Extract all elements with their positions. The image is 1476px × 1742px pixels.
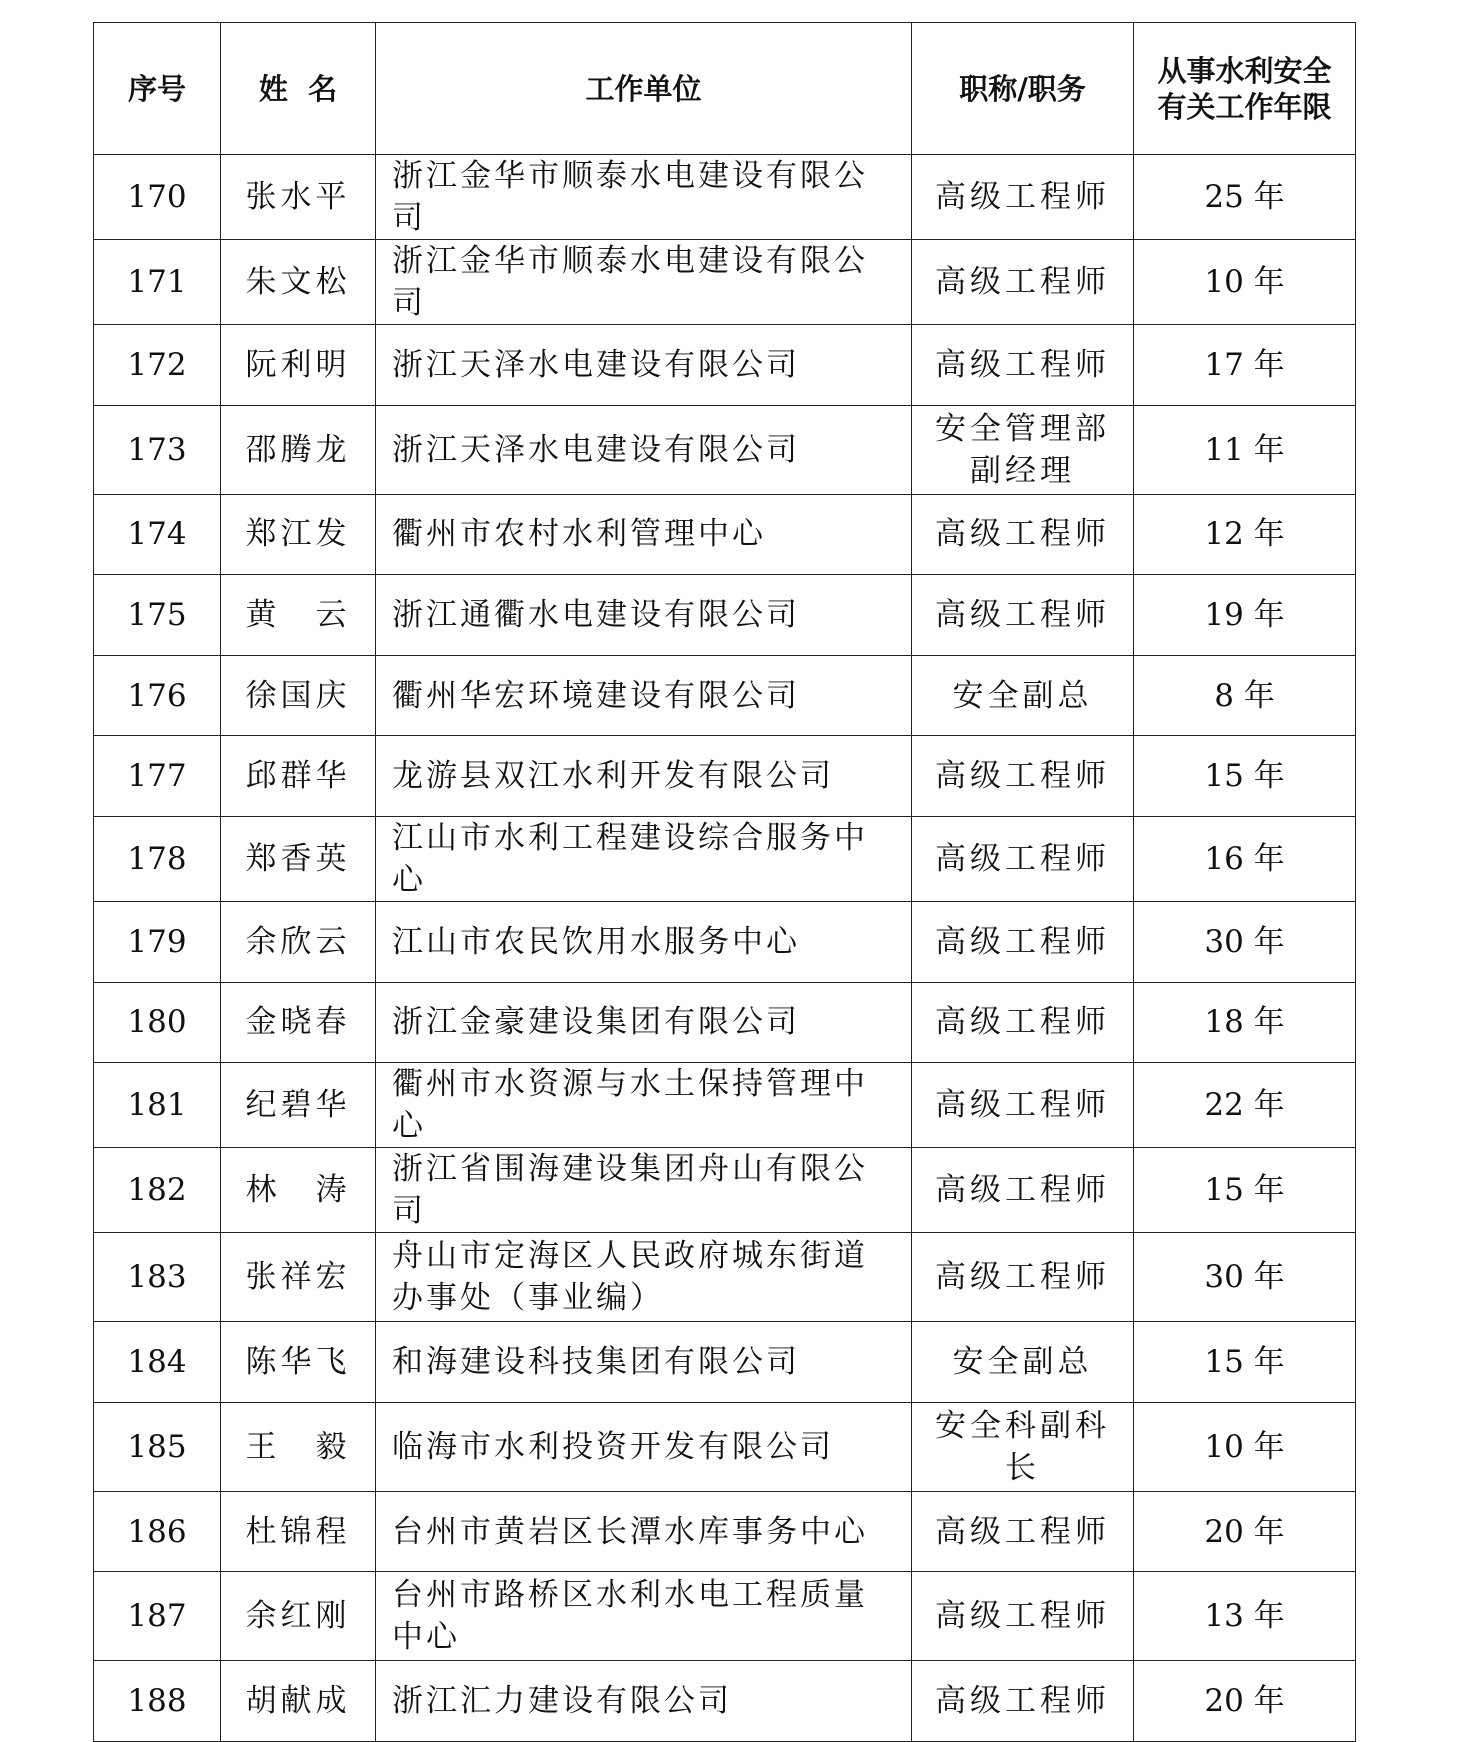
header-name: 姓 名 (221, 23, 376, 155)
row-unit: 江山市水利工程建设综合服务中心 (376, 816, 912, 901)
row-name: 张祥宏 (221, 1233, 376, 1322)
row-title: 高级工程师 (912, 901, 1134, 982)
table-row (94, 155, 1356, 240)
row-title: 高级工程师 (912, 240, 1134, 325)
row-unit: 浙江汇力建设有限公司 (376, 1661, 912, 1742)
row-title: 高级工程师 (912, 1572, 1134, 1661)
row-title: 高级工程师 (912, 494, 1134, 575)
row-title: 高级工程师 (912, 1491, 1134, 1572)
row-unit: 衢州华宏环境建设有限公司 (376, 655, 912, 736)
row-name: 杜锦程 (221, 1491, 376, 1572)
row-name: 张水平 (221, 155, 376, 240)
row-unit: 台州市黄岩区长潭水库事务中心 (376, 1491, 912, 1572)
table-body (94, 155, 1356, 1742)
table-row (94, 1322, 1356, 1403)
row-number: 179 (94, 901, 221, 982)
row-years: 20 年 (1134, 1661, 1356, 1742)
row-years: 22 年 (1134, 1063, 1356, 1148)
row-unit: 浙江金华市顺泰水电建设有限公司 (376, 155, 912, 240)
row-number: 178 (94, 816, 221, 901)
row-title: 高级工程师 (912, 1148, 1134, 1233)
row-years: 8 年 (1134, 655, 1356, 736)
row-number: 170 (94, 155, 221, 240)
row-name: 黄 云 (221, 575, 376, 656)
row-unit: 衢州市水资源与水土保持管理中心 (376, 1063, 912, 1148)
table-row (94, 405, 1356, 494)
row-name: 郑江发 (221, 494, 376, 575)
personnel-table (93, 22, 1356, 1742)
row-years: 12 年 (1134, 494, 1356, 575)
row-years: 10 年 (1134, 1402, 1356, 1491)
row-title: 高级工程师 (912, 1063, 1134, 1148)
row-years: 11 年 (1134, 405, 1356, 494)
row-unit: 临海市水利投资开发有限公司 (376, 1402, 912, 1491)
table-row (94, 1402, 1356, 1491)
row-name: 纪碧华 (221, 1063, 376, 1148)
row-number: 176 (94, 655, 221, 736)
row-title: 高级工程师 (912, 325, 1134, 406)
row-unit: 浙江金豪建设集团有限公司 (376, 982, 912, 1063)
row-unit: 浙江省围海建设集团舟山有限公司 (376, 1148, 912, 1233)
row-title: 高级工程师 (912, 736, 1134, 817)
row-number: 173 (94, 405, 221, 494)
row-title: 高级工程师 (912, 1233, 1134, 1322)
row-number: 181 (94, 1063, 221, 1148)
row-number: 172 (94, 325, 221, 406)
row-years: 13 年 (1134, 1572, 1356, 1661)
table-row (94, 736, 1356, 817)
row-name: 邱群华 (221, 736, 376, 817)
row-name: 余欣云 (221, 901, 376, 982)
row-title: 安全副总 (912, 655, 1134, 736)
row-title: 高级工程师 (912, 1661, 1134, 1742)
row-number: 174 (94, 494, 221, 575)
row-unit: 舟山市定海区人民政府城东街道办事处（事业编） (376, 1233, 912, 1322)
table-row (94, 240, 1356, 325)
row-number: 175 (94, 575, 221, 656)
row-number: 188 (94, 1661, 221, 1742)
row-unit: 龙游县双江水利开发有限公司 (376, 736, 912, 817)
row-title: 高级工程师 (912, 816, 1134, 901)
row-years: 30 年 (1134, 1233, 1356, 1322)
row-years: 20 年 (1134, 1491, 1356, 1572)
row-number: 183 (94, 1233, 221, 1322)
table-header-row (94, 23, 1356, 155)
row-title: 高级工程师 (912, 982, 1134, 1063)
row-title: 安全副总 (912, 1322, 1134, 1403)
row-unit: 浙江金华市顺泰水电建设有限公司 (376, 240, 912, 325)
row-title: 高级工程师 (912, 155, 1134, 240)
row-unit: 衢州市农村水利管理中心 (376, 494, 912, 575)
row-years: 30 年 (1134, 901, 1356, 982)
row-unit: 浙江天泽水电建设有限公司 (376, 405, 912, 494)
row-title: 安全管理部副经理 (912, 405, 1134, 494)
table-row (94, 1491, 1356, 1572)
row-number: 185 (94, 1402, 221, 1491)
row-years: 16 年 (1134, 816, 1356, 901)
row-name: 金晓春 (221, 982, 376, 1063)
row-years: 19 年 (1134, 575, 1356, 656)
row-years: 15 年 (1134, 1322, 1356, 1403)
row-name: 林 涛 (221, 1148, 376, 1233)
row-unit: 江山市农民饮用水服务中心 (376, 901, 912, 982)
row-name: 王 毅 (221, 1402, 376, 1491)
row-name: 朱文松 (221, 240, 376, 325)
row-years: 25 年 (1134, 155, 1356, 240)
table-row (94, 901, 1356, 982)
table-row (94, 982, 1356, 1063)
row-name: 邵腾龙 (221, 405, 376, 494)
row-years: 18 年 (1134, 982, 1356, 1063)
row-name: 胡献成 (221, 1661, 376, 1742)
table-row (94, 494, 1356, 575)
table-row (94, 1233, 1356, 1322)
row-name: 阮利明 (221, 325, 376, 406)
header-years: 从事水利安全有关工作年限 (1134, 23, 1356, 155)
row-name: 郑香英 (221, 816, 376, 901)
table-row (94, 1063, 1356, 1148)
row-name: 徐国庆 (221, 655, 376, 736)
row-title: 安全科副科长 (912, 1402, 1134, 1491)
table-row (94, 1661, 1356, 1742)
row-name: 陈华飞 (221, 1322, 376, 1403)
row-number: 186 (94, 1491, 221, 1572)
row-number: 177 (94, 736, 221, 817)
row-years: 10 年 (1134, 240, 1356, 325)
row-number: 184 (94, 1322, 221, 1403)
table-row (94, 325, 1356, 406)
header-num: 序号 (94, 23, 221, 155)
row-unit: 浙江天泽水电建设有限公司 (376, 325, 912, 406)
row-years: 15 年 (1134, 736, 1356, 817)
table-row (94, 575, 1356, 656)
table-row (94, 1572, 1356, 1661)
row-unit: 和海建设科技集团有限公司 (376, 1322, 912, 1403)
row-name: 余红刚 (221, 1572, 376, 1661)
row-unit: 台州市路桥区水利水电工程质量中心 (376, 1572, 912, 1661)
row-years: 15 年 (1134, 1148, 1356, 1233)
row-title: 高级工程师 (912, 575, 1134, 656)
row-number: 180 (94, 982, 221, 1063)
row-number: 187 (94, 1572, 221, 1661)
table-row (94, 655, 1356, 736)
table-row (94, 816, 1356, 901)
header-title: 职称/职务 (912, 23, 1134, 155)
row-years: 17 年 (1134, 325, 1356, 406)
table-row (94, 1148, 1356, 1233)
header-unit: 工作单位 (376, 23, 912, 155)
row-unit: 浙江通衢水电建设有限公司 (376, 575, 912, 656)
row-number: 171 (94, 240, 221, 325)
row-number: 182 (94, 1148, 221, 1233)
